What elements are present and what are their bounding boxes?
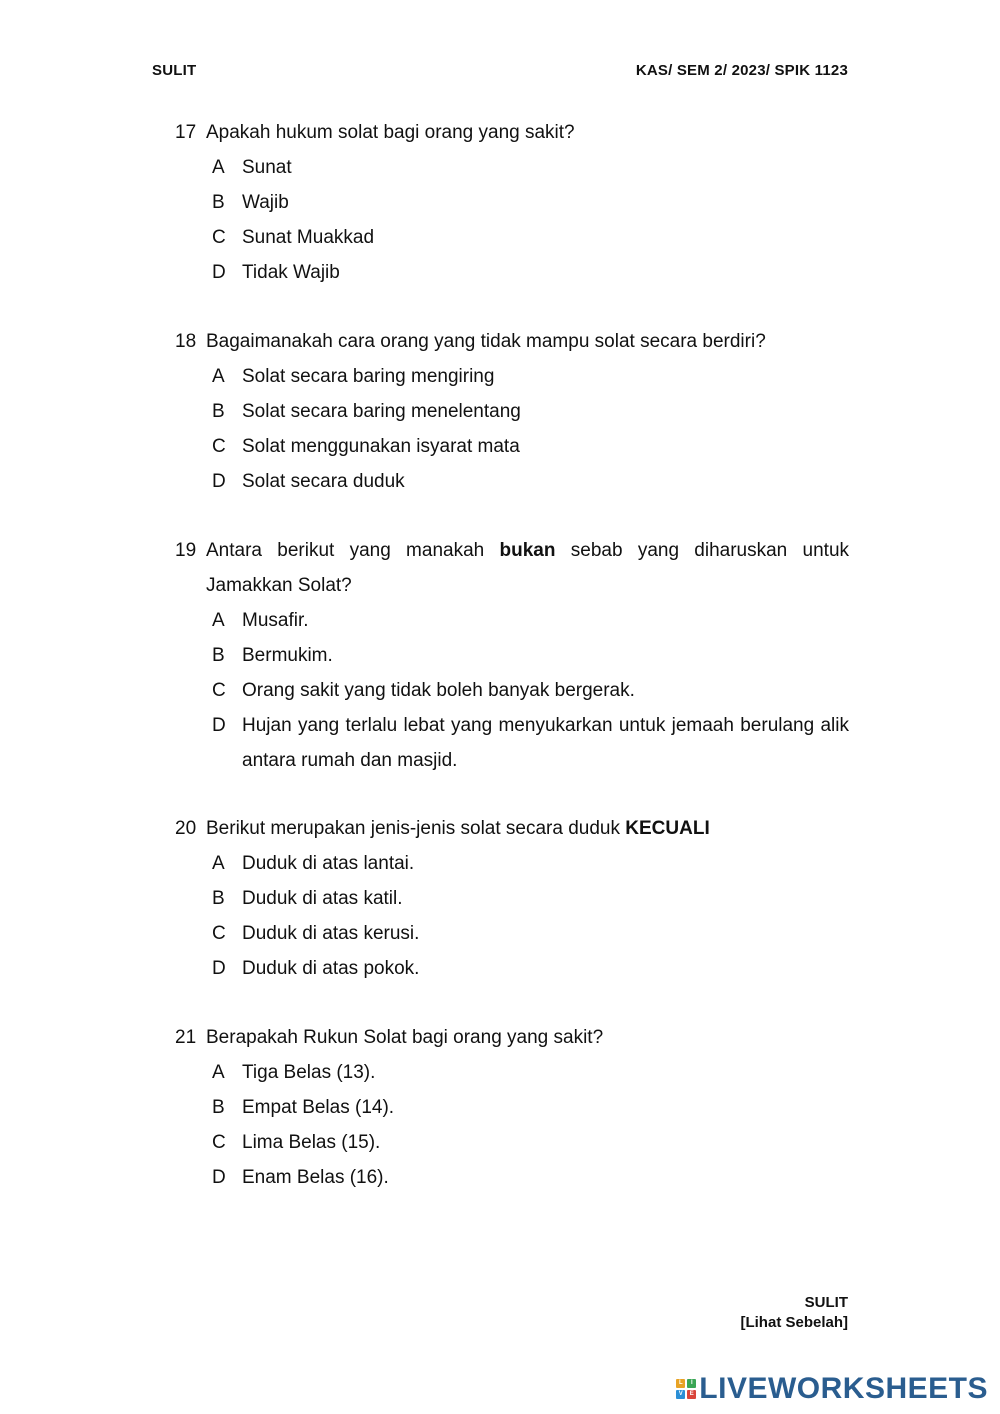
option-text: Solat secara baring mengiring (242, 366, 495, 387)
option-c[interactable] (212, 429, 849, 464)
option-b[interactable] (212, 638, 849, 673)
option-c[interactable] (212, 673, 849, 708)
option-letter: B (212, 192, 225, 213)
option-letter: D (212, 471, 226, 492)
option-text: Wajib (242, 192, 289, 213)
option-letter: D (212, 1167, 226, 1188)
option-text: Tidak Wajib (242, 262, 340, 283)
question-20 (175, 811, 849, 986)
question-number: 20 (175, 818, 197, 839)
question-number: 21 (175, 1027, 197, 1048)
logo-letter: E (687, 1390, 696, 1399)
option-text: Lima Belas (15). (242, 1132, 381, 1153)
option-text: Duduk di atas kerusi. (242, 923, 420, 944)
footer-sulit: SULIT (804, 1294, 848, 1311)
question-text-start: Antara berikut yang manakah (206, 540, 485, 561)
option-d[interactable] (212, 951, 849, 986)
option-text: Hujan yang terlalu lebat yang menyukarkan untuk jemaah berulang alik antara rumah dan masjid. (242, 715, 849, 771)
option-text: Tiga Belas (13). (242, 1062, 376, 1083)
option-c[interactable] (212, 220, 849, 255)
question-17 (175, 115, 849, 290)
option-b[interactable] (212, 1090, 849, 1125)
option-text: Solat secara duduk (242, 471, 405, 492)
option-b[interactable] (212, 881, 849, 916)
option-letter: D (212, 715, 226, 736)
question-text-start: Berikut merupakan jenis-jenis solat secara duduk (206, 818, 620, 839)
question-text (206, 533, 849, 603)
option-text: Sunat (242, 157, 292, 178)
option-letter: D (212, 262, 226, 283)
option-b[interactable] (212, 185, 849, 220)
question-text (206, 811, 849, 846)
question-keyword: bukan (499, 540, 556, 561)
header-left: SULIT (152, 62, 197, 79)
option-text: Musafir. (242, 610, 309, 631)
liveworksheets-brand[interactable] (676, 1372, 988, 1406)
option-letter: C (212, 923, 226, 944)
option-letter: B (212, 1097, 225, 1118)
option-letter: D (212, 958, 226, 979)
option-a[interactable] (212, 1055, 849, 1090)
question-text: Bagaimanakah cara orang yang tidak mampu solat secara berdiri? (206, 331, 766, 352)
option-text: Bermukim. (242, 645, 333, 666)
question-text: Apakah hukum solat bagi orang yang sakit? (206, 122, 575, 143)
question-19 (175, 533, 849, 778)
option-letter: B (212, 888, 225, 909)
option-letter: B (212, 645, 225, 666)
option-a[interactable] (212, 603, 849, 638)
option-d[interactable] (212, 1160, 849, 1195)
question-18 (175, 324, 849, 499)
question-keyword: KECUALI (625, 818, 710, 839)
option-text: Empat Belas (14). (242, 1097, 395, 1118)
option-letter: B (212, 401, 225, 422)
option-letter: C (212, 227, 226, 248)
question-number: 17 (175, 122, 197, 143)
option-a[interactable] (212, 846, 849, 881)
option-a[interactable] (212, 150, 849, 185)
option-letter: A (212, 1062, 225, 1083)
option-text: Duduk di atas pokok. (242, 958, 420, 979)
option-b[interactable] (212, 394, 849, 429)
option-c[interactable] (212, 1125, 849, 1160)
option-text: Enam Belas (16). (242, 1167, 389, 1188)
question-21 (175, 1020, 849, 1195)
option-d[interactable] (212, 255, 849, 290)
logo-letter: I (687, 1379, 696, 1388)
option-letter: C (212, 1132, 226, 1153)
option-text: Sunat Muakkad (242, 227, 375, 248)
brand-name: LIVEWORKSHEETS (699, 1372, 988, 1405)
liveworksheets-logo-icon (676, 1379, 696, 1399)
option-a[interactable] (212, 359, 849, 394)
question-text-end: sebab yang diharuskan untuk Jamakkan Solat? (206, 540, 850, 596)
option-d[interactable] (212, 464, 849, 499)
option-letter: A (212, 853, 225, 874)
question-number: 18 (175, 331, 197, 352)
option-text: Duduk di atas lantai. (242, 853, 415, 874)
option-c[interactable] (212, 916, 849, 951)
header-right: KAS/ SEM 2/ 2023/ SPIK 1123 (635, 62, 848, 79)
option-letter: C (212, 436, 226, 457)
option-letter: A (212, 157, 225, 178)
logo-letter: L (676, 1379, 685, 1388)
footer-next-page: [Lihat Sebelah] (740, 1314, 848, 1331)
option-d[interactable] (212, 708, 849, 778)
question-number: 19 (175, 540, 197, 561)
option-text: Orang sakit yang tidak boleh banyak bergerak. (242, 680, 635, 701)
option-letter: A (212, 610, 225, 631)
logo-letter: V (676, 1390, 685, 1399)
option-letter: A (212, 366, 225, 387)
option-text: Solat menggunakan isyarat mata (242, 436, 520, 457)
option-text: Duduk di atas katil. (242, 888, 403, 909)
option-text: Solat secara baring menelentang (242, 401, 521, 422)
option-letter: C (212, 680, 226, 701)
question-text: Berapakah Rukun Solat bagi orang yang sakit? (206, 1027, 604, 1048)
